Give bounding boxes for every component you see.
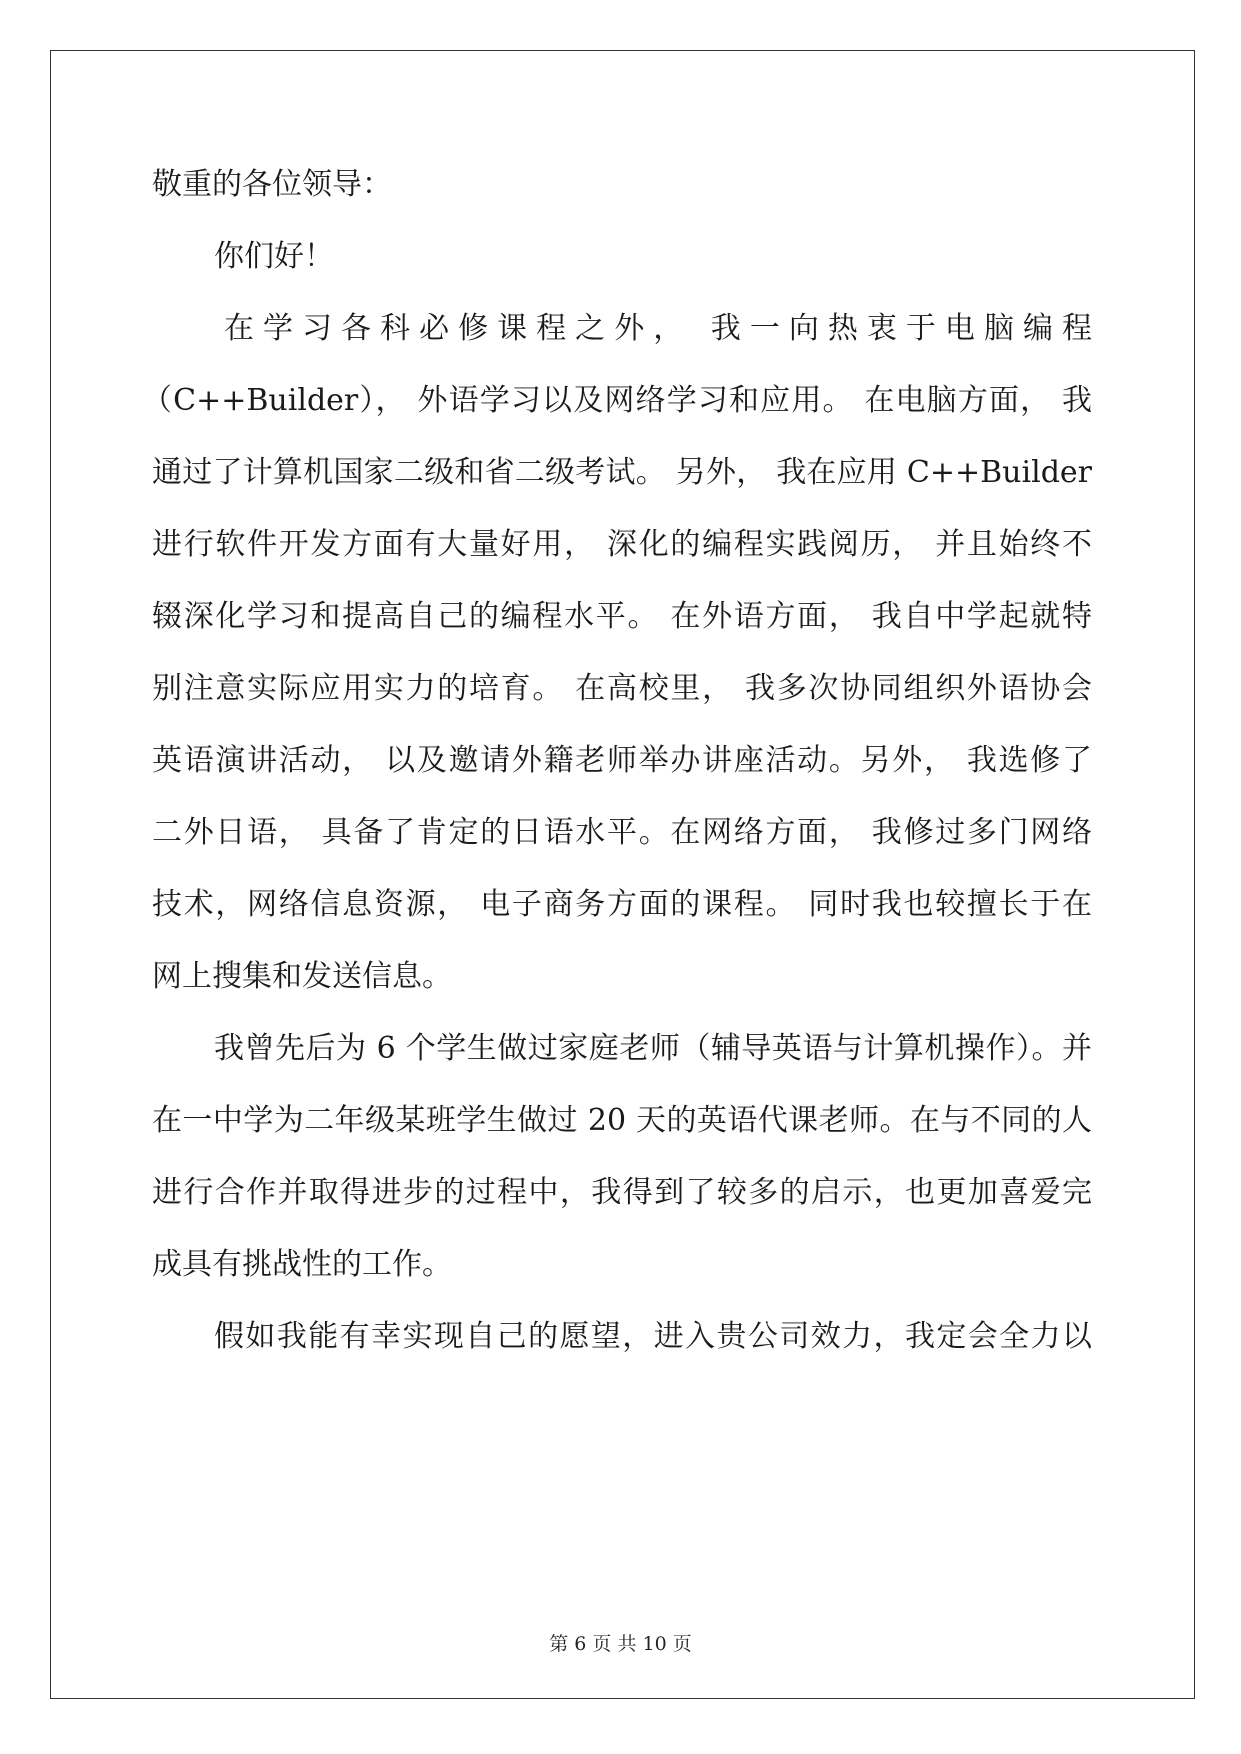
paragraph1-line-10: 网上搜集和发送信息。 — [152, 959, 452, 994]
paragraph1-line-8: 二外日语， 具备了肯定的日语水平。在网络方面， 我修过多门网络 — [152, 815, 1092, 850]
hello-line: 你们好！ — [214, 239, 334, 274]
paragraph1-line-4: 进行软件开发方面有大量好用， 深化的编程实践阅历， 并且始终不 — [152, 527, 1092, 562]
paragraph2-line-3: 进行合作并取得进步的过程中，我得到了较多的启示，也更加喜爱完 — [152, 1175, 1092, 1210]
page-border — [50, 50, 1195, 1699]
paragraph1-line-7: 英语演讲活动， 以及邀请外籍老师举办讲座活动。另外， 我选修了 — [152, 743, 1092, 778]
paragraph3-line-1: 假如我能有幸实现自己的愿望，进入贵公司效力，我定会全力以 — [214, 1319, 1092, 1354]
paragraph2-line-1: 我曾先后为 6 个学生做过家庭老师（辅导英语与计算机操作）。并 — [214, 1031, 1092, 1066]
paragraph1-line-3: 通过了计算机国家二级和省二级考试。 另外， 我在应用 C++Builder — [152, 455, 1092, 490]
paragraph1-line-2: （C++Builder）， 外语学习以及网络学习和应用。 在电脑方面， 我 — [142, 383, 1092, 418]
greeting-line: 敬重的各位领导： — [152, 167, 392, 202]
page-number-footer: 第 6 页 共 10 页 — [549, 1633, 692, 1655]
paragraph1-line-6: 别注意实际应用实力的培育。 在高校里， 我多次协同组织外语协会 — [152, 671, 1092, 706]
paragraph2-line-2: 在一中学为二年级某班学生做过 20 天的英语代课老师。在与不同的人 — [152, 1103, 1092, 1138]
paragraph2-line-4: 成具有挑战性的工作。 — [152, 1247, 452, 1282]
paragraph1-line-5: 辍深化学习和提高自己的编程水平。 在外语方面， 我自中学起就特 — [152, 599, 1092, 634]
paragraph1-line-9: 技术，网络信息资源， 电子商务方面的课程。 同时我也较擅长于在 — [152, 887, 1092, 922]
paragraph1-line-1: 在学习各科必修课程之外， 我一向热衷于电脑编程 — [224, 311, 1092, 346]
